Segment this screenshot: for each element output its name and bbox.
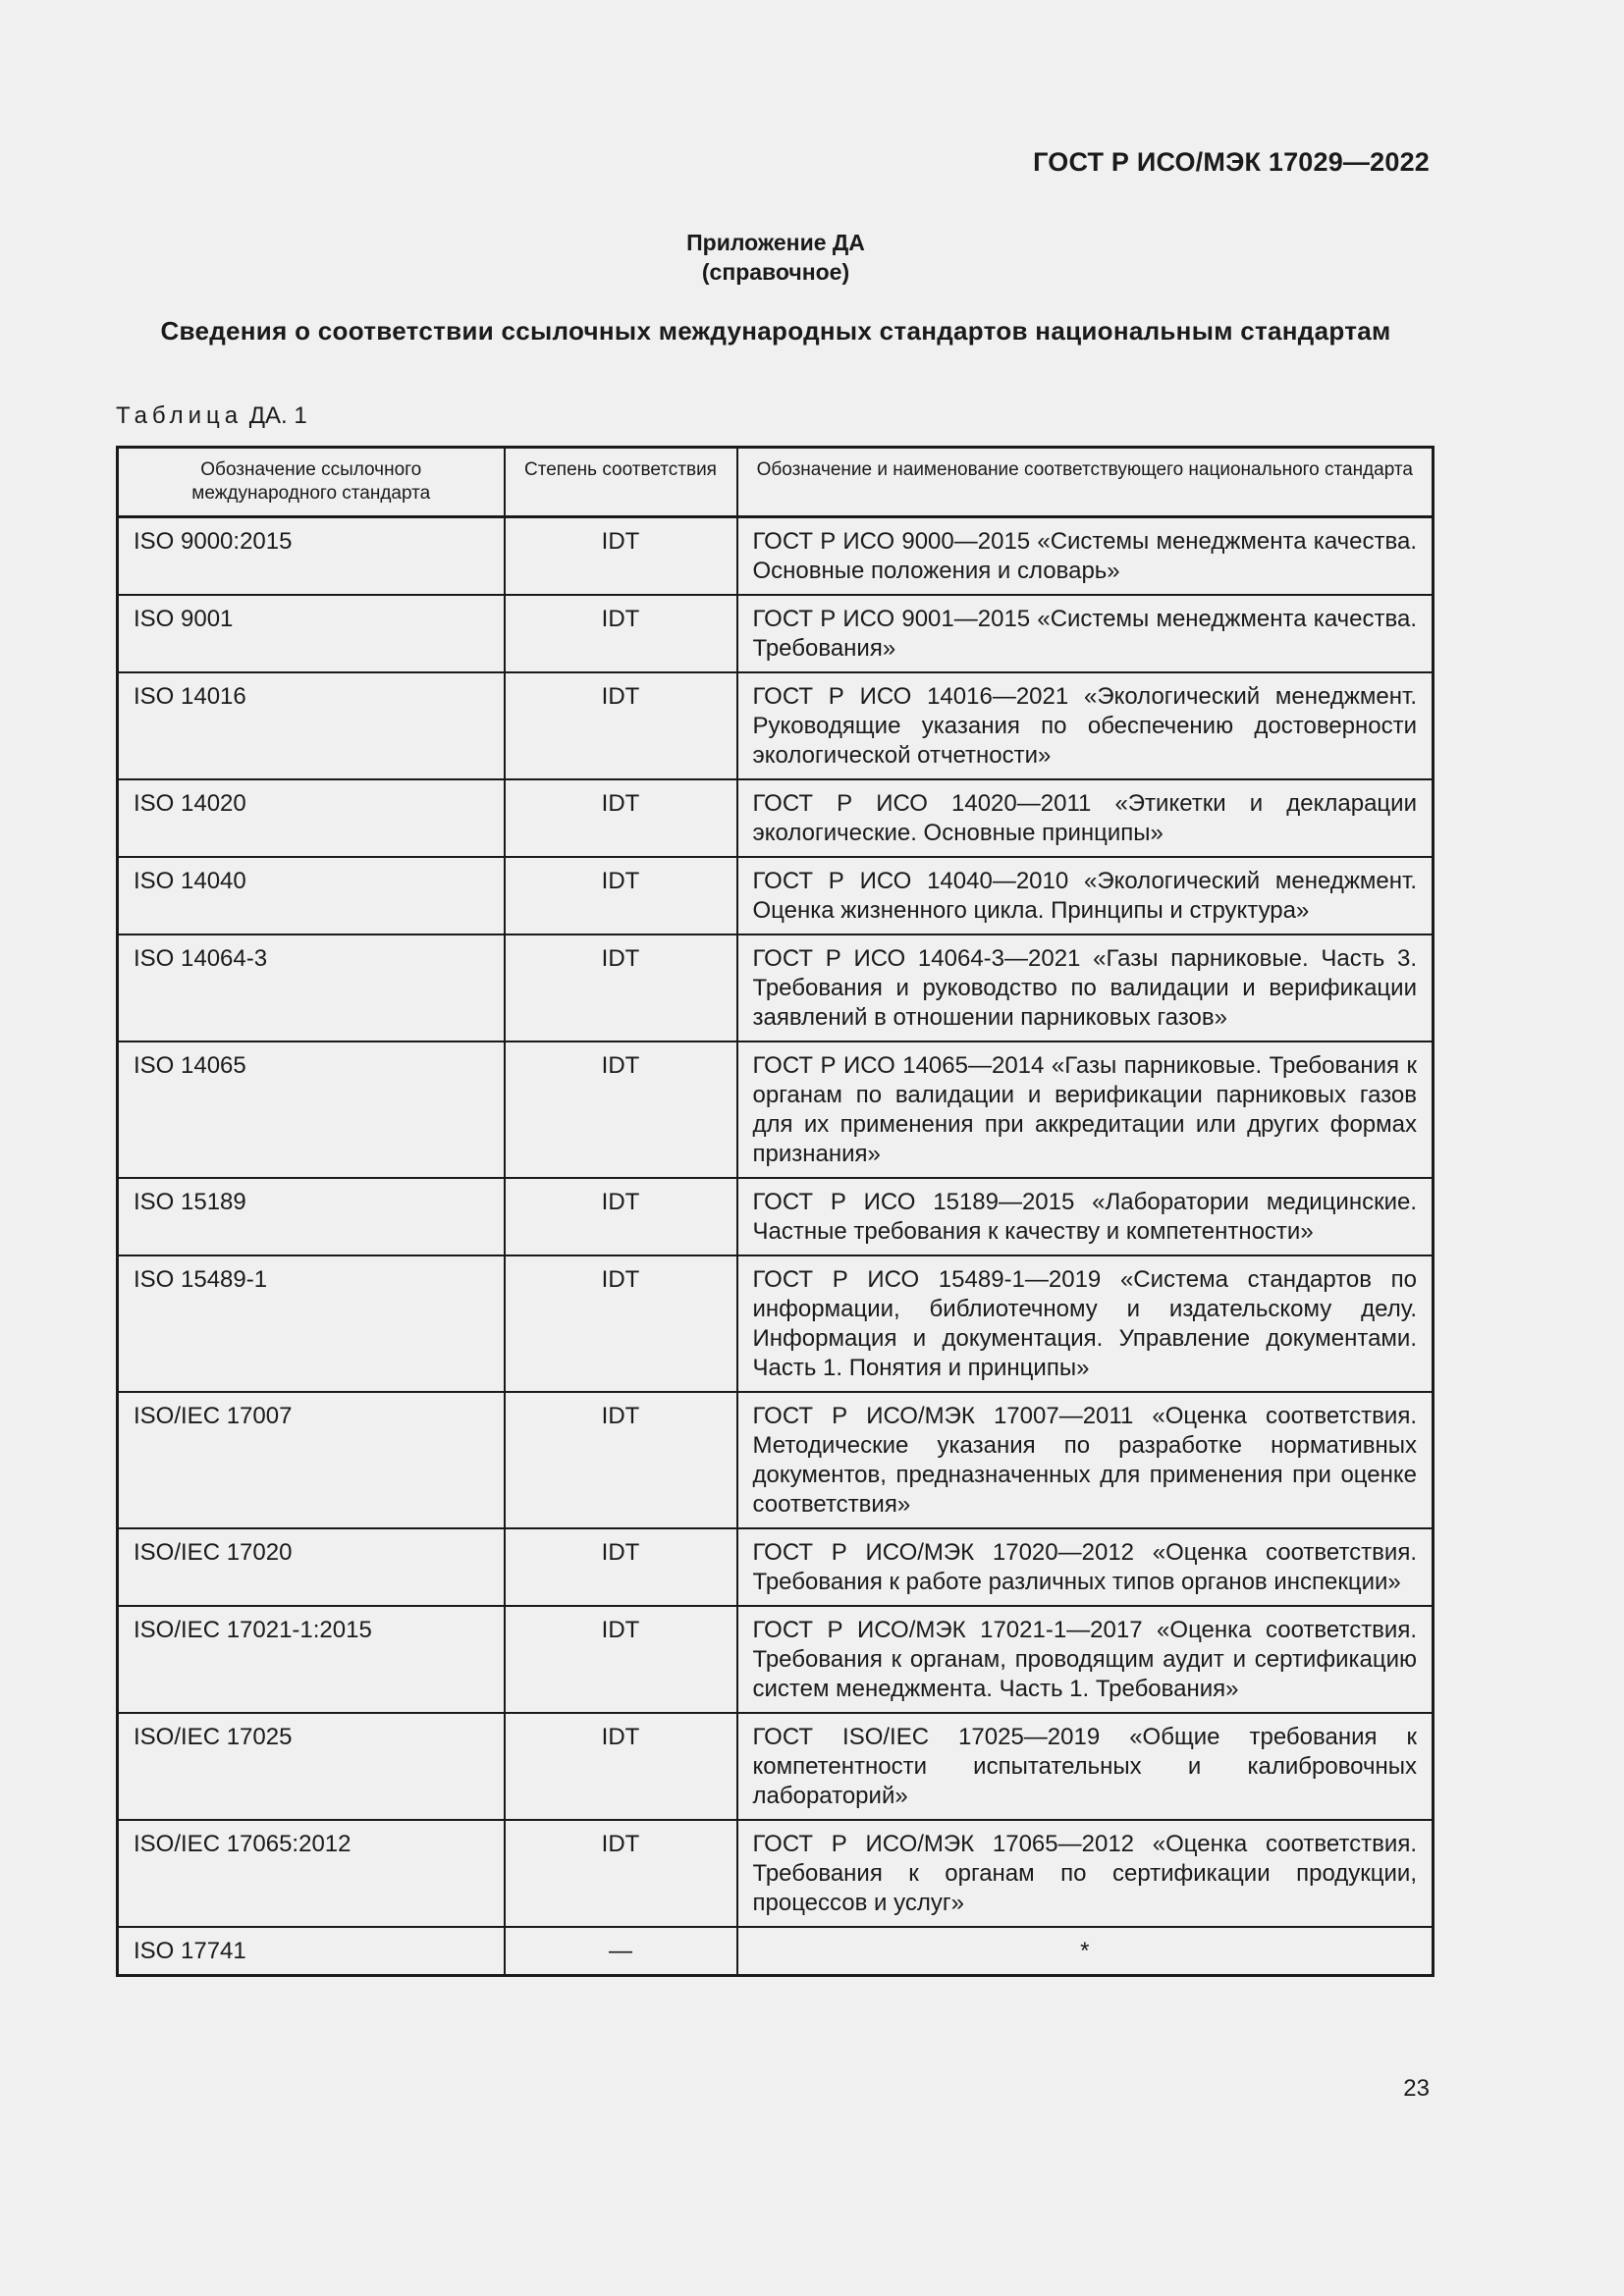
section-title: Сведения о соответствии ссылочных международных стандартов национальным стандартам <box>160 316 1391 346</box>
table-row <box>118 595 1434 672</box>
table-row <box>118 517 1434 596</box>
degree-cell: IDT <box>505 934 737 1041</box>
column-header-degree: Степень соответствия <box>505 448 737 517</box>
degree-cell: IDT <box>505 517 737 596</box>
intl-standard-cell: ISO 9001 <box>118 595 505 672</box>
degree-cell: IDT <box>505 1178 737 1255</box>
national-standard-cell: ГОСТ Р ИСО/МЭК 17065—2012 «Оценка соответствия. Требования к органам по сертификации продукции, процессов и услуг» <box>737 1820 1434 1927</box>
table-row <box>118 1606 1434 1713</box>
degree-cell: IDT <box>505 1392 737 1528</box>
degree-cell: IDT <box>505 1820 737 1927</box>
annex-subtitle: (справочное) <box>701 259 850 285</box>
national-standard-cell: ГОСТ Р ИСО 15189—2015 «Лаборатории медицинские. Частные требования к качеству и компетентности» <box>737 1178 1434 1255</box>
intl-standard-cell: ISO 14016 <box>118 672 505 779</box>
intl-standard-cell: ISO/IEC 17025 <box>118 1713 505 1820</box>
table-row <box>118 1528 1434 1606</box>
table-row <box>118 1255 1434 1392</box>
table-row <box>118 1713 1434 1820</box>
degree-cell: IDT <box>505 672 737 779</box>
table-caption-number: ДА. 1 <box>248 402 307 429</box>
degree-cell: IDT <box>505 595 737 672</box>
national-standard-cell: ГОСТ Р ИСО/МЭК 17021-1—2017 «Оценка соответствия. Требования к органам, проводящим аудит и сертификацию систем менеджмента. Часть 1. Требования» <box>737 1606 1434 1713</box>
document-code: ГОСТ Р ИСО/МЭК 17029—2022 <box>1033 147 1430 177</box>
national-standard-cell: ГОСТ Р ИСО 15489-1—2019 «Система стандартов по информации, библиотечному и издательскому делу. Информация и документация. Управление документами. Часть 1. Понятия и принципы» <box>737 1255 1434 1392</box>
table-body <box>118 517 1434 1976</box>
intl-standard-cell: ISO 14020 <box>118 779 505 857</box>
intl-standard-cell: ISO/IEC 17020 <box>118 1528 505 1606</box>
national-standard-cell: ГОСТ Р ИСО/МЭК 17007—2011 «Оценка соответствия. Методические указания по разработке нормативных документов, предназначенных для применения при оценке соответствия» <box>737 1392 1434 1528</box>
national-standard-cell: * <box>737 1927 1434 1976</box>
degree-cell: IDT <box>505 1255 737 1392</box>
national-standard-cell: ГОСТ Р ИСО 14016—2021 «Экологический менеджмент. Руководящие указания по обеспечению достоверности экологической отчетности» <box>737 672 1434 779</box>
intl-standard-cell: ISO 15489-1 <box>118 1255 505 1392</box>
intl-standard-cell: ISO 17741 <box>118 1927 505 1976</box>
degree-cell: IDT <box>505 1713 737 1820</box>
table-row <box>118 779 1434 857</box>
degree-cell: — <box>505 1927 737 1976</box>
table-row <box>118 1820 1434 1927</box>
table-row <box>118 1927 1434 1976</box>
table-row <box>118 1178 1434 1255</box>
table-caption <box>116 402 307 430</box>
degree-cell: IDT <box>505 779 737 857</box>
intl-standard-cell: ISO 15189 <box>118 1178 505 1255</box>
page-number: 23 <box>1403 2075 1430 2102</box>
table-row <box>118 1041 1434 1178</box>
table-row <box>118 857 1434 934</box>
table-row <box>118 1392 1434 1528</box>
table-row <box>118 672 1434 779</box>
intl-standard-cell: ISO 9000:2015 <box>118 517 505 596</box>
intl-standard-cell: ISO 14065 <box>118 1041 505 1178</box>
national-standard-cell: ГОСТ ISO/IEC 17025—2019 «Общие требования к компетентности испытательных и калибровочных лабораторий» <box>737 1713 1434 1820</box>
degree-cell: IDT <box>505 1528 737 1606</box>
degree-cell: IDT <box>505 1041 737 1178</box>
table-row <box>118 934 1434 1041</box>
table-header-row <box>118 448 1434 517</box>
annex-title: Приложение ДА <box>686 230 865 255</box>
national-standard-cell: ГОСТ Р ИСО 14020—2011 «Этикетки и декларации экологические. Основные принципы» <box>737 779 1434 857</box>
degree-cell: IDT <box>505 1606 737 1713</box>
table-caption-word: Таблица <box>116 402 244 429</box>
national-standard-cell: ГОСТ Р ИСО 14065—2014 «Газы парниковые. Требования к органам по валидации и верификации парниковых газов для их применения при аккредитации или других формах признания» <box>737 1041 1434 1178</box>
intl-standard-cell: ISO/IEC 17007 <box>118 1392 505 1528</box>
national-standard-cell: ГОСТ Р ИСО/МЭК 17020—2012 «Оценка соответствия. Требования к работе различных типов органов инспекции» <box>737 1528 1434 1606</box>
national-standard-cell: ГОСТ Р ИСО 14040—2010 «Экологический менеджмент. Оценка жизненного цикла. Принципы и структура» <box>737 857 1434 934</box>
column-header-national-standard: Обозначение и наименование соответствующего национального стандарта <box>737 448 1434 517</box>
national-standard-cell: ГОСТ Р ИСО 9001—2015 «Системы менеджмента качества. Требования» <box>737 595 1434 672</box>
national-standard-cell: ГОСТ Р ИСО 14064-3—2021 «Газы парниковые. Часть 3. Требования и руководство по валидации и верификации заявлений в отношении парниковых газов» <box>737 934 1434 1041</box>
intl-standard-cell: ISO 14064-3 <box>118 934 505 1041</box>
column-header-intl-standard: Обозначение ссылочного международного стандарта <box>118 448 505 517</box>
annex-heading <box>0 228 1551 287</box>
intl-standard-cell: ISO/IEC 17065:2012 <box>118 1820 505 1927</box>
intl-standard-cell: ISO 14040 <box>118 857 505 934</box>
correspondence-table <box>116 446 1435 1977</box>
intl-standard-cell: ISO/IEC 17021-1:2015 <box>118 1606 505 1713</box>
national-standard-cell: ГОСТ Р ИСО 9000—2015 «Системы менеджмента качества. Основные положения и словарь» <box>737 517 1434 596</box>
degree-cell: IDT <box>505 857 737 934</box>
